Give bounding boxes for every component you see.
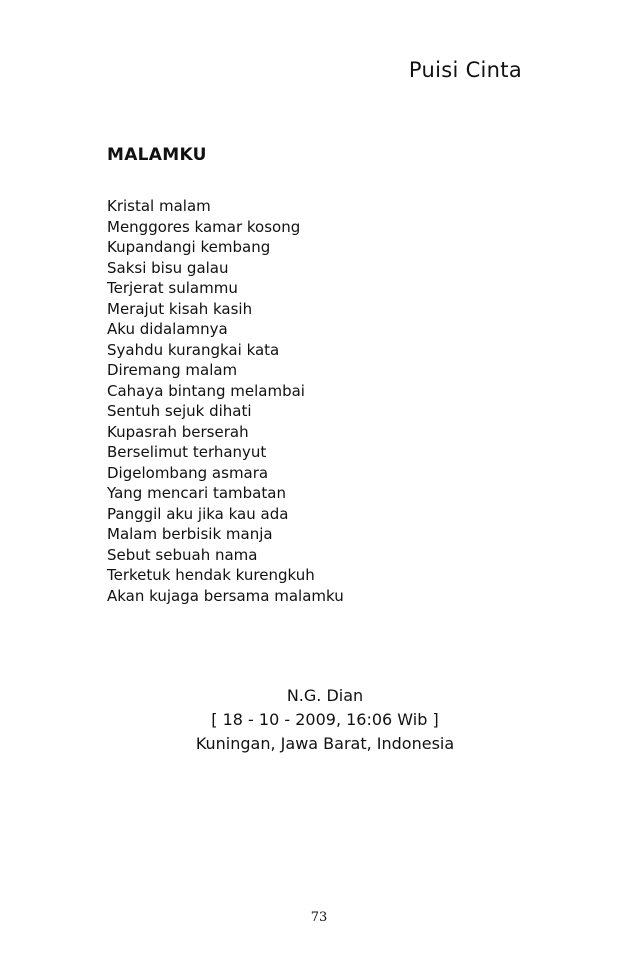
- poem-line: Terketuk hendak kurengkuh: [107, 566, 315, 584]
- poem-line: Merajut kisah kasih: [107, 299, 253, 318]
- poem-title: MALAMKU: [107, 145, 207, 165]
- poem-line: Kupandangi kembang: [107, 238, 271, 256]
- page-number: 73: [310, 910, 328, 925]
- poem-line: Akan kujaga bersama malamku: [107, 586, 344, 605]
- poem-line: Panggil aku jika kau ada: [107, 504, 289, 523]
- poem-line: Kupasrah berserah: [107, 422, 249, 441]
- poem-line: Syahdu kurangkai kata: [107, 340, 280, 359]
- poem-line: Diremang malam: [107, 361, 238, 379]
- poem-line: Terjerat sulammu: [107, 279, 238, 297]
- running-header-title: Puisi Cinta: [408, 58, 522, 82]
- poem-line: Sebut sebuah nama: [107, 545, 258, 564]
- poem-line: Digelombang asmara: [107, 463, 269, 482]
- poem-line: Cahaya bintang melambai: [107, 381, 305, 400]
- poem-line: Saksi bisu galau: [107, 258, 229, 277]
- poem-line: Sentuh sejuk dihati: [107, 402, 252, 420]
- signature-block: [0, 684, 638, 756]
- poem-body: [107, 196, 344, 606]
- poem-line: Berselimut terhanyut: [107, 443, 267, 461]
- date-stamp: [ 18 - 10 - 2009, 16:06 Wib ]: [211, 710, 439, 729]
- poem-line: Aku didalamnya: [107, 320, 228, 338]
- poem-line: Menggores kamar kosong: [107, 217, 301, 236]
- location: Kuningan, Jawa Barat, Indonesia: [195, 734, 455, 753]
- poem-line: Kristal malam: [107, 197, 211, 215]
- poem-line: Yang mencari tambatan: [107, 484, 286, 502]
- author-name: N.G. Dian: [286, 686, 364, 705]
- poem-line: Malam berbisik manja: [107, 525, 273, 543]
